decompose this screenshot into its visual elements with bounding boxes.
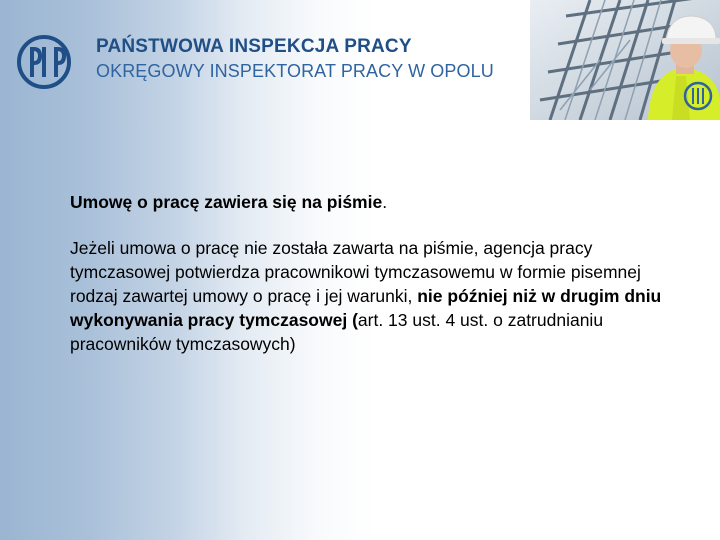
paragraph-confirmation (70, 236, 680, 356)
paragraph-2-bold: nie później niż w drugim dniu wykonywania pracy tymczasowej ( (70, 286, 662, 330)
worker-scaffolding-photo (530, 0, 720, 120)
organization-name: PAŃSTWOWA INSPEKCJA PRACY (96, 36, 412, 57)
paragraph-2-text-a: Jeżeli umowa o pracę nie została zawarta na piśmie, agencja pracy tymczasowej potwierdza pracownikowi tymczasowemu w formie pisemnej rodzaj zawartej umowy o pracę i jej warunki, (70, 238, 641, 306)
paragraph-1-end: . (382, 192, 388, 212)
slide-content (70, 190, 680, 356)
header (0, 0, 720, 120)
paragraph-1-bold: Umowę o pracę zawiera się na piśmie (70, 192, 383, 212)
paragraph-written-contract (70, 190, 680, 214)
pip-logo-icon (16, 34, 72, 90)
paragraph-2-text-b: art. 13 ust. 4 ust. o zatrudnianiu pracowników tymczasowych) (70, 310, 604, 354)
organization-subtitle: OKRĘGOWY INSPEKTORAT PRACY W OPOLU (96, 61, 494, 81)
